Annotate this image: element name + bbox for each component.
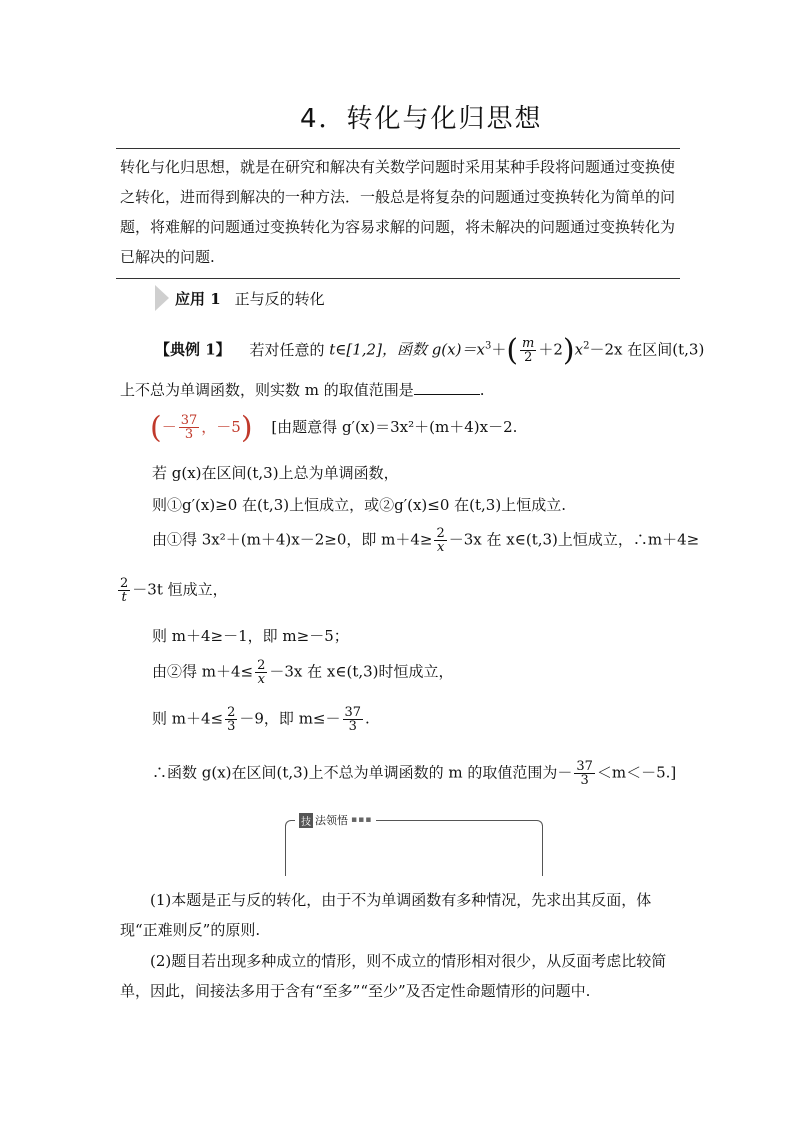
open-paren-icon: ( <box>506 333 519 368</box>
step-2: 则①g′(x)≥0 在(t,3)上恒成立，或②g′(x)≤0 在(t,3)上恒成立. <box>152 496 566 514</box>
example-text-before: 若对任意的 <box>249 340 325 359</box>
tips-label: 技 法领悟 ▪▪▪ <box>295 812 376 828</box>
step-1: 若 g(x)在区间(t,3)上总为单调函数， <box>152 464 399 482</box>
step-7: 则 m＋4≤ $\frac{2}{3}$ －9，即 m≤－ $\frac{37}{3}$ . <box>152 705 370 734</box>
answer-value: (－ $\frac{37}{3}$ ，－5) <box>150 410 253 445</box>
answer-blank <box>414 380 480 395</box>
top-divider <box>116 148 680 149</box>
dots-icon: ▪▪▪ <box>351 815 373 825</box>
close-paren-icon: ) <box>562 333 575 368</box>
tips-badge: 技 <box>299 813 313 828</box>
step-8: ∴函数 g(x)在区间(t,3)上不总为单调函数的 m 的取值范围为－ $\frac{37}{3}$ ＜m＜－5.] <box>152 759 677 788</box>
step-5: 则 m＋4≥－1，即 m≥－5； <box>152 627 349 645</box>
example-line-1: 【典例 1】 若对任意的 t∈[1,2]，函数 $g(x)=x^3+$( $\frac{m}{2}$ $+2)x^2-2x$ 在区间(t,3) <box>155 333 705 368</box>
application-label: 应用 1 <box>175 289 221 308</box>
example-line2-text: 上不总为单调函数，则实数 m 的取值范围是 <box>120 381 414 399</box>
example-text-mid: x <box>574 340 584 359</box>
tips-box <box>285 812 543 876</box>
note-2: (2)题目若出现多种成立的情形，则不成立的情形相对很少，从反面考虑比较简单，因此，间接法多用于含有“至多”“至少”及否定性命题情形的问题中. <box>120 952 667 1000</box>
bottom-divider <box>116 278 680 279</box>
page-title: 4．转化与化归思想 <box>300 104 543 134</box>
answer-explain: [由题意得 g′(x)＝3x²＋(m＋4)x－2. <box>271 417 518 436</box>
step-4: $\frac{2}{t}$ －3t 恒成立， <box>120 576 228 605</box>
example-cond: t∈[1,2]，函数 g(x)＝x <box>329 340 485 359</box>
step-3: 由①得 3x²＋(m＋4)x－2≥0，即 m＋4≥ $\frac{2}{x}$ －3x 在 x∈(t,3)上恒成立，∴m＋4≥ <box>152 526 700 555</box>
example-tag: 【典例 1】 <box>155 340 231 359</box>
answer-line <box>150 410 517 445</box>
cube-exp: 3 <box>484 340 492 352</box>
application-title: 正与反的转化 <box>234 289 325 308</box>
step-6: 由②得 m＋4≤ $\frac{2}{x}$ －3x 在 x∈(t,3)时恒成立， <box>152 658 454 687</box>
triangle-icon <box>155 285 169 311</box>
example-line-2: 上不总为单调函数，则实数 m 的取值范围是 . <box>120 381 485 399</box>
application-header <box>155 285 325 311</box>
intro-paragraph: 转化与化归思想，就是在研究和解决有关数学问题时采用某种手段将问题通过变换使之转化，进而得到解决的一种方法．一般总是将复杂的问题通过变换转化为简单的问题，将难解的问题通过变换转化为容易求解的问题，将未解决的问题通过变换转化为已解决的问题. <box>120 158 676 266</box>
note-1: (1)本题是正与反的转化，由于不为单调函数有多种情况，先求出其反面，体现“正难则反”的原则. <box>120 891 652 939</box>
example-text-after: －2x 在区间(t,3) <box>589 340 705 359</box>
